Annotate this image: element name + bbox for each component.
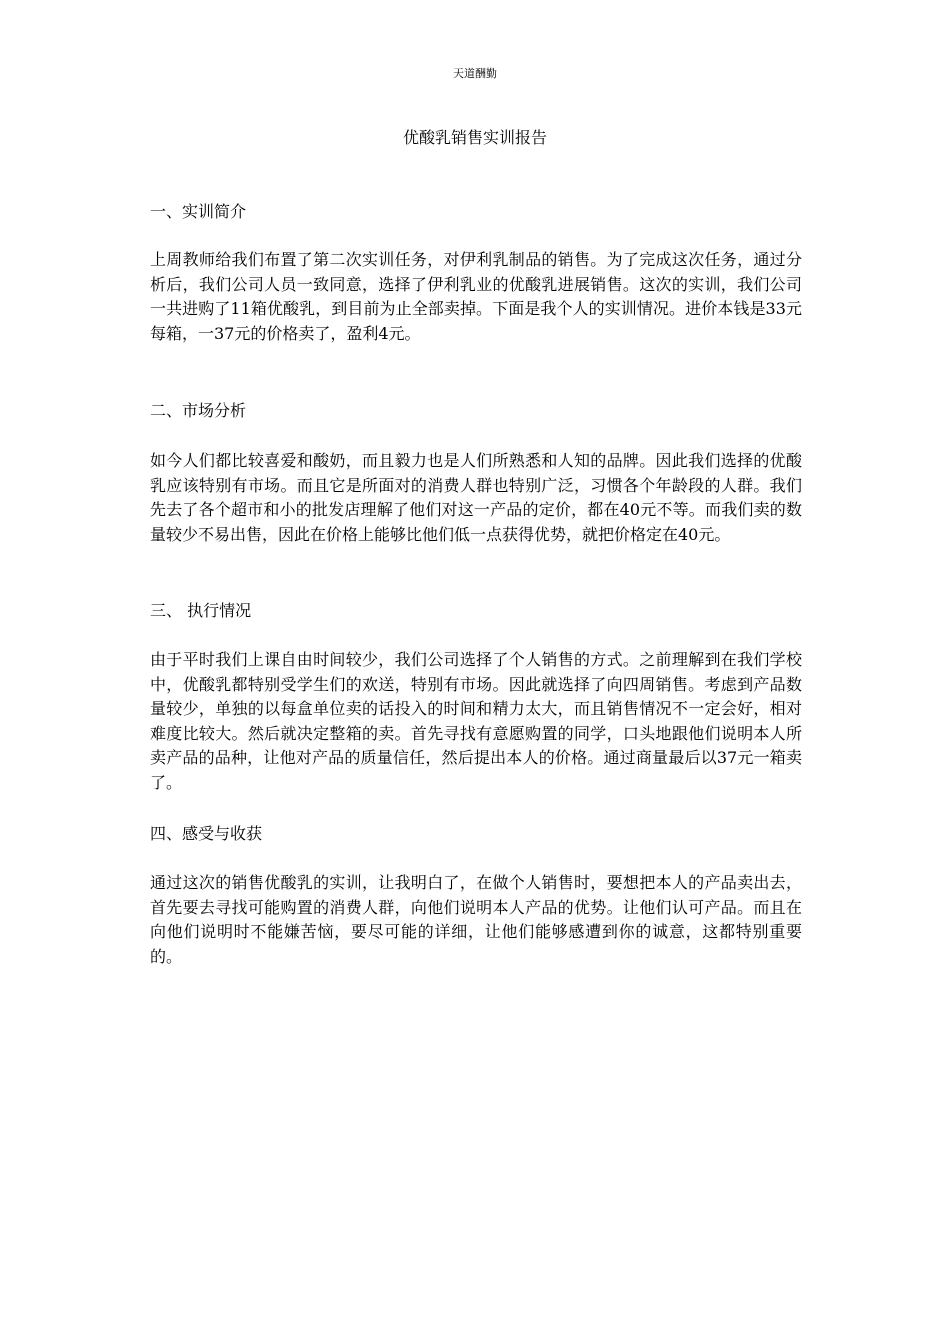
- section-heading-intro: 一、实训简介: [150, 202, 247, 221]
- section-heading-execution: 三、 执行情况: [150, 601, 252, 620]
- section-body-market: 如今人们都比较喜爱和酸奶，而且毅力也是人们所熟悉和人知的品牌。因此我们选择的优酸乳应该特别有市场。而且它是所面对的消费人群也特别广泛，习惯各个年龄段的人群。我们先去了各个超市和小的批发店理解了他们对这一产品的定价，都在40元不等。而我们卖的数量较少不易出售，因此在价格上能够比他们低一点获得优势，就把价格定在40元。: [150, 451, 802, 544]
- document-title: 优酸乳销售实训报告: [402, 128, 547, 147]
- section-heading-reflection: 四、感受与收获: [150, 824, 263, 843]
- page-header: 天道酬勤: [453, 67, 497, 80]
- section-body-intro: 上周教师给我们布置了第二次实训任务，对伊利乳制品的销售。为了完成这次任务，通过分析后，我们公司人员一致同意，选择了伊利乳业的优酸乳进展销售。这次的实训，我们公司一共进购了11箱优酸乳，到目前为止全部卖掉。下面是我个人的实训情况。进价本钱是33元每箱，一37元的价格卖了，盈利4元。: [150, 250, 802, 343]
- section-body-execution: 由于平时我们上课自由时间较少，我们公司选择了个人销售的方式。之前理解到在我们学校中，优酸乳都特别受学生们的欢送，特别有市场。因此就选择了向四周销售。考虑到产品数量较少，单独的以每盒单位卖的话投入的时间和精力太大，而且销售情况不一定会好，相对难度比较大。然后就决定整箱的卖。首先寻找有意愿购置的同学，口头地跟他们说明本人所卖产品的品种，让他对产品的质量信任，然后提出本人的价格。通过商量最后以37元一箱卖了。: [150, 650, 802, 792]
- section-heading-market: 二、市场分析: [150, 401, 247, 420]
- section-body-reflection: 通过这次的销售优酸乳的实训，让我明白了，在做个人销售时，要想把本人的产品卖出去，首先要去寻找可能购置的消费人群，向他们说明本人产品的优势。让他们认可产品。而且在向他们说明时不能嫌苦恼，要尽可能的详细，让他们能够感遭到你的诚意，这都特别重要的。: [150, 873, 802, 966]
